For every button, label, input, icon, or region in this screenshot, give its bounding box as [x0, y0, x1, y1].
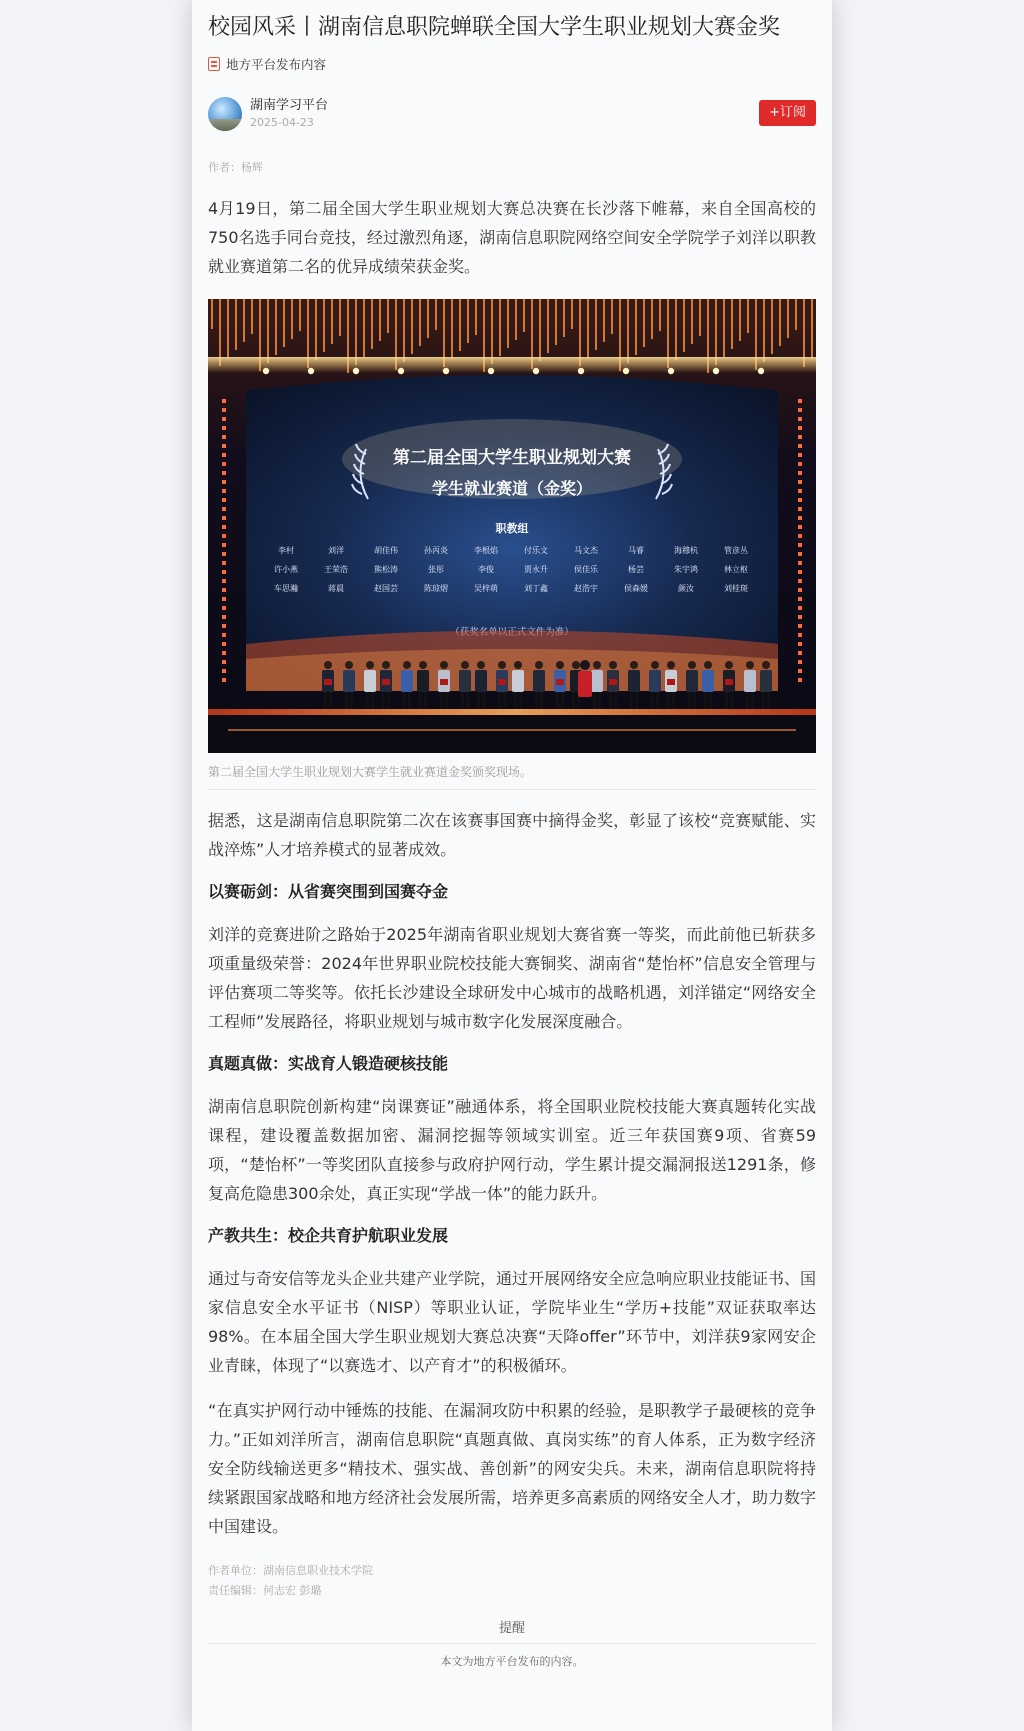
winner-name: 孙丙炎 [424, 546, 448, 555]
byline: 作者：杨辉 [208, 161, 263, 174]
winner-name: 王荣浩 [324, 565, 348, 574]
body-paragraph: 据悉，这是湖南信息职院第二次在该赛事国赛中摘得金奖，彰显了该校“竞赛赋能、实战淬炼”人才培养模式的显著成效。 [208, 811, 816, 859]
author-meta [250, 97, 328, 131]
body-paragraph: “在真实护网行动中锤炼的技能、在漏洞攻防中积累的经验，是职教学子最硬核的竞争力。”正如刘洋所言，湖南信息职院“真题真做、真岗实练”的育人体系，正为数字经济安全防线输送更多“精技术、强实战、善创新”的网安尖兵。未来，湖南信息职院将持续紧跟国家战略和地方经济社会发展所需，培养更多高素质的网络安全人才，助力数字中国建设。 [208, 1401, 817, 1536]
winner-name: 车思瀚 [274, 584, 298, 593]
body-paragraph: 刘洋的竞赛进阶之路始于2025年湖南省职业规划大赛省赛一等奖，而此前他已斩获多项重量级荣誉：2024年世界职业院校技能大赛铜奖、湖南省“楚怡杯”信息安全管理与评估赛项二等奖等。依托长沙建设全球研发中心城市的战略机遇，刘洋锚定“网络安全工程师”发展路径，将职业规划与城市数字化发展深度融合。 [208, 925, 816, 1031]
notice-box [208, 1619, 816, 1670]
photo-caption: 第二届全国大学生职业规划大赛学生就业赛道金奖颁奖现场。 [208, 765, 533, 779]
winner-name: 侯森媛 [624, 584, 648, 593]
notice-text: 本文为地方平台发布的内容。 [440, 1655, 584, 1668]
winner-name: 李俊 [478, 565, 494, 574]
publish-date: 2025-04-23 [250, 116, 314, 129]
section-0 [208, 806, 816, 864]
winner-name: 刘丁鑫 [524, 584, 548, 593]
stage-photo-svg [208, 299, 816, 753]
author-unit: 作者单位：湖南信息职业技术学院 [208, 1564, 373, 1577]
screen-title-2: 学生就业赛道（金奖） [431, 479, 593, 498]
screen-group-label: 职教组 [495, 522, 529, 535]
section-heading: 真题真做：实战育人锻造硬核技能 [208, 1054, 449, 1073]
winner-name: 陈琼熠 [424, 584, 448, 593]
body-paragraph: 通过与奇安信等龙头企业共建产业学院，通过开展网络安全应急响应职业技能证书、国家信息安全水平证书（NISP）等职业认证，学院毕业生“学历+技能”双证获取率达98%。在本届全国大学生职业规划大赛总决赛“天降offer”环节中，刘洋获9家网安企业青睐，体现了“以赛选才、以产育才”的积极循环。 [208, 1269, 817, 1375]
award-ceremony-photo [208, 299, 816, 753]
winner-name: 管彦丛 [724, 546, 748, 555]
winner-name: 张彤 [428, 565, 444, 574]
lead-paragraph: 4月19日，第二届全国大学生职业规划大赛总决赛在长沙落下帷幕，来自全国高校的750名选手同台竞技，经过激烈角逐，湖南信息职院网络空间安全学院学子刘洋以职教就业赛道第二名的优异成绩荣获金奖。 [208, 199, 816, 276]
winner-name: 赵浩宇 [574, 584, 598, 593]
avatar[interactable] [208, 97, 242, 131]
winner-name: 马文杰 [574, 546, 598, 555]
responsible-editor: 责任编辑：何志宏 彭璐 [208, 1584, 322, 1597]
winner-name: 付乐文 [524, 546, 548, 555]
winner-name: 海穆杭 [674, 546, 698, 555]
section-2 [208, 1052, 816, 1208]
notice-divider [208, 1643, 816, 1644]
section-heading: 以赛砺剑：从省赛突围到国赛夺金 [208, 882, 449, 901]
winner-name: 朱宇鸿 [674, 565, 698, 574]
document-icon [208, 57, 220, 71]
subscribe-button[interactable]: +订阅 [759, 100, 816, 126]
source-tag-label: 地方平台发布内容 [226, 57, 327, 72]
winner-name: 林立枢 [724, 565, 748, 574]
screen-title-1: 第二届全国大学生职业规划大赛 [393, 448, 631, 468]
winner-name: 李村 [278, 546, 294, 555]
winner-name: 贾永升 [524, 565, 548, 574]
winner-name: 熊松涛 [374, 565, 398, 574]
notice-title: 提醒 [498, 1621, 525, 1636]
winner-name: 马睿 [628, 546, 644, 555]
section-1 [208, 880, 816, 1036]
account-name[interactable]: 湖南学习平台 [250, 98, 329, 113]
section-3 [208, 1224, 816, 1541]
winner-name: 侯佳乐 [574, 565, 598, 574]
article-page [192, 0, 832, 1731]
author-header [208, 94, 816, 134]
winner-name: 胡佳伟 [374, 546, 398, 555]
winner-name: 李根焰 [474, 546, 498, 555]
winner-name: 蒋晨 [328, 584, 344, 593]
winner-name: 刘桂斑 [724, 584, 748, 593]
winner-name: 刘洋 [328, 546, 344, 555]
winner-name: 杨芸 [628, 565, 644, 574]
winner-name: 吴梓萌 [474, 584, 498, 593]
section-heading: 产教共生：校企共育护航职业发展 [208, 1226, 449, 1245]
source-tag [208, 54, 816, 74]
article-title: 校园风采丨湖南信息职院蝉联全国大学生职业规划大赛金奖 [208, 15, 781, 40]
body-paragraph: 湖南信息职院创新构建“岗课赛证”融通体系，将全国职业院校技能大赛真题转化实战课程，建设覆盖数据加密、漏洞挖掘等领域实训室。近三年获国赛9项、省赛59项，“楚怡杯”一等奖团队直接参与政府护网行动，学生累计提交漏洞报送1291条，修复高危隐患300余处，真正实现“学战一体”的能力跃升。 [208, 1097, 816, 1203]
winner-name: 颜汝 [678, 584, 694, 593]
winner-name: 赵国芸 [374, 584, 398, 593]
winner-name: 许小燕 [274, 565, 298, 574]
article-footer [208, 1561, 816, 1601]
divider [208, 789, 816, 790]
